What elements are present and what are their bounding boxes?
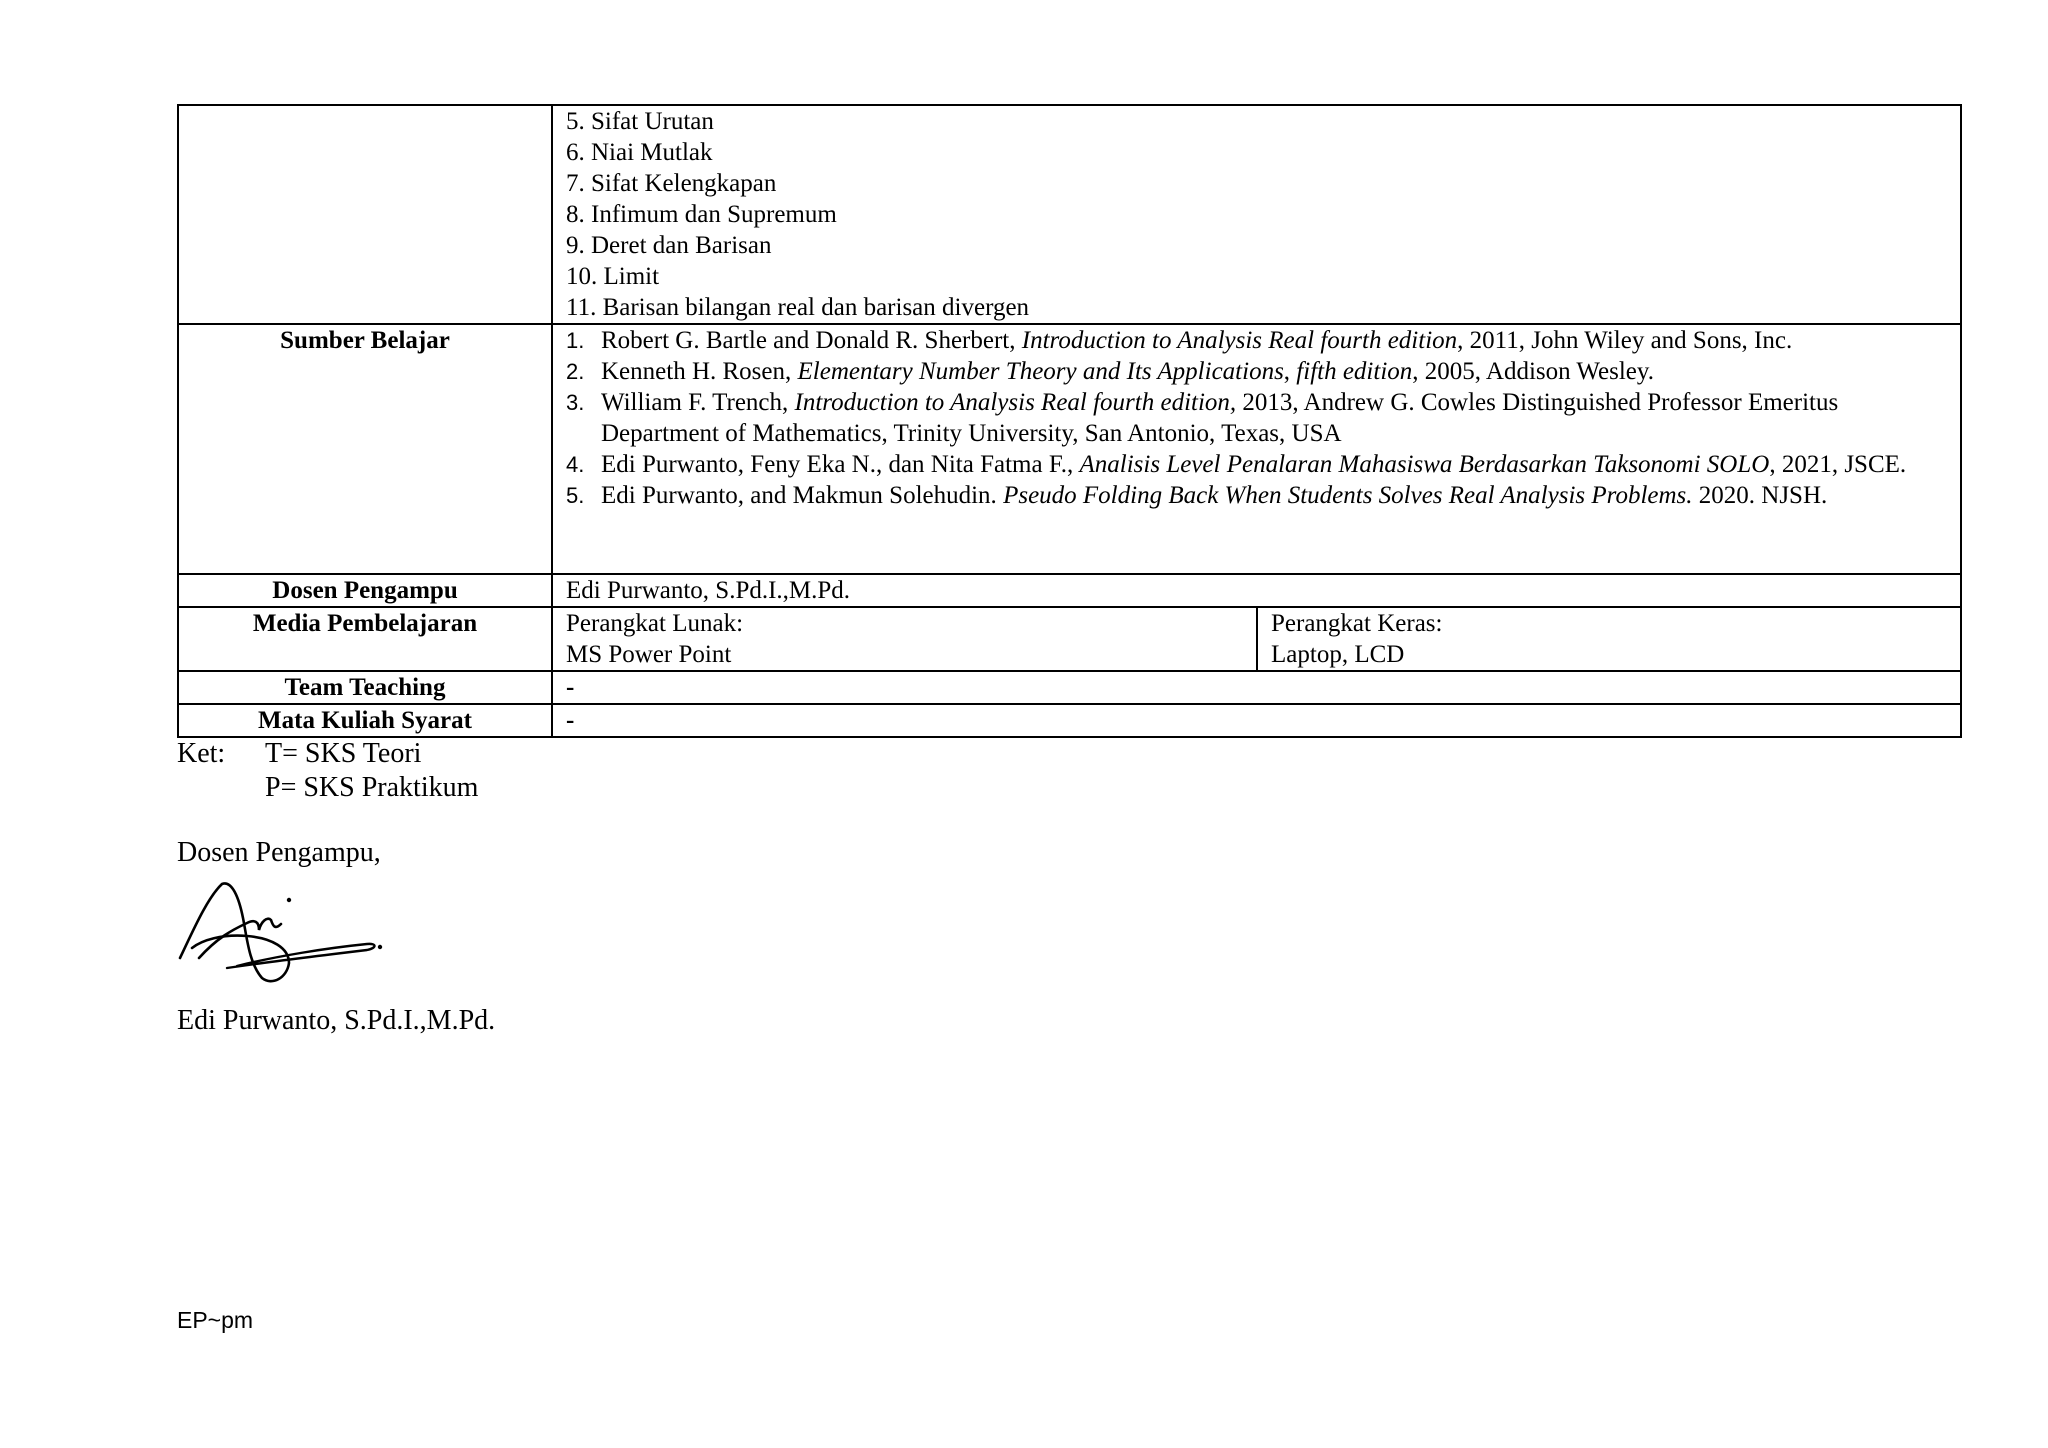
topics-label-cell bbox=[178, 105, 552, 324]
hardware-cell bbox=[1257, 607, 1961, 671]
topic-item: 8. Infimum dan Supremum bbox=[566, 201, 837, 228]
source-number: 5. bbox=[566, 483, 585, 508]
source-publisher: 2020. NJSH. bbox=[1692, 482, 1828, 509]
source-title: Pseudo Folding Back When Students Solves Real Analysis Problems. bbox=[1003, 482, 1693, 509]
note-theory: T= SKS Teori bbox=[265, 738, 422, 769]
prerequisite-row bbox=[178, 704, 1961, 737]
footer-initials: EP~pm bbox=[177, 1307, 254, 1333]
media-row bbox=[178, 607, 1961, 671]
notes-block bbox=[177, 737, 478, 805]
hardware-value: Laptop, LCD bbox=[1271, 641, 1405, 668]
team-teaching-value: - bbox=[552, 671, 1961, 704]
source-separator: , bbox=[1283, 358, 1297, 385]
source-author: Edi Purwanto, and Makmun Solehudin. bbox=[601, 482, 1004, 509]
source-title: Elementary Number Theory and Its Applications bbox=[797, 358, 1284, 385]
lecturer-label: Dosen Pengampu bbox=[178, 574, 552, 607]
sources-row bbox=[178, 324, 1961, 574]
software-label: Perangkat Lunak: bbox=[566, 610, 744, 637]
source-edition: fifth edition bbox=[1296, 358, 1413, 385]
source-item bbox=[566, 480, 1948, 511]
team-teaching-row bbox=[178, 671, 1961, 704]
topic-item: 6. Niai Mutlak bbox=[566, 139, 713, 166]
source-title: Introduction to Analysis Real fourth edition bbox=[1021, 327, 1458, 354]
media-label: Media Pembelajaran bbox=[178, 607, 552, 671]
course-info-table bbox=[177, 104, 1962, 738]
sources-cell bbox=[552, 324, 1961, 574]
source-author: Kenneth H. Rosen, bbox=[601, 358, 798, 385]
sources-label: Sumber Belajar bbox=[178, 324, 552, 574]
sources-list bbox=[566, 325, 1948, 511]
handwritten-signature bbox=[177, 878, 397, 988]
topic-item: 10. Limit bbox=[566, 263, 660, 290]
prerequisite-label: Mata Kuliah Syarat bbox=[178, 704, 552, 737]
source-publisher: , 2005, Addison Wesley. bbox=[1412, 358, 1655, 385]
source-item bbox=[566, 356, 1948, 387]
topics-cell bbox=[552, 105, 1961, 324]
lecturer-value: Edi Purwanto, S.Pd.I.,M.Pd. bbox=[552, 574, 1961, 607]
source-author: William F. Trench, bbox=[601, 389, 795, 416]
topic-item: 5. Sifat Urutan bbox=[566, 108, 714, 135]
software-cell bbox=[552, 607, 1257, 671]
note-practicum: P= SKS Praktikum bbox=[265, 772, 479, 803]
signature-heading: Dosen Pengampu, bbox=[177, 837, 381, 868]
software-value: MS Power Point bbox=[566, 641, 732, 668]
notes-label: Ket: bbox=[177, 738, 226, 769]
source-title: Analisis Level Penalaran Mahasiswa Berdasarkan Taksonomi SOLO bbox=[1079, 451, 1770, 478]
topic-item: 7. Sifat Kelengkapan bbox=[566, 170, 777, 197]
source-publisher: , 2011, John Wiley and Sons, Inc. bbox=[1457, 327, 1793, 354]
source-publisher: 2013, Andrew G. Cowles Distinguished Professor Emeritus Department of Mathematics, Trinity University, San Antonio, Texas, USA bbox=[601, 389, 1839, 447]
source-title: Introduction to Analysis Real fourth edition, bbox=[794, 389, 1237, 416]
source-author: Robert G. Bartle and Donald R. Sherbert, bbox=[601, 327, 1022, 354]
note-row bbox=[177, 737, 478, 771]
source-number: 1. bbox=[566, 328, 585, 353]
topic-item: 9. Deret dan Barisan bbox=[566, 232, 772, 259]
topics-row bbox=[178, 105, 1961, 324]
hardware-label: Perangkat Keras: bbox=[1271, 610, 1443, 637]
team-teaching-label: Team Teaching bbox=[178, 671, 552, 704]
note-row bbox=[177, 771, 478, 805]
lecturer-row bbox=[178, 574, 1961, 607]
source-item bbox=[566, 449, 1948, 480]
signer-name: Edi Purwanto, S.Pd.I.,M.Pd. bbox=[177, 1005, 496, 1036]
source-number: 3. bbox=[566, 390, 585, 415]
source-item bbox=[566, 325, 1948, 356]
source-number: 2. bbox=[566, 359, 585, 384]
source-item bbox=[566, 387, 1948, 449]
source-author: Edi Purwanto, Feny Eka N., dan Nita Fatma F., bbox=[601, 451, 1080, 478]
source-publisher: , 2021, JSCE. bbox=[1769, 451, 1907, 478]
source-number: 4. bbox=[566, 452, 585, 477]
topic-item: 11. Barisan bilangan real dan barisan divergen bbox=[566, 294, 1030, 321]
prerequisite-value: - bbox=[552, 704, 1961, 737]
